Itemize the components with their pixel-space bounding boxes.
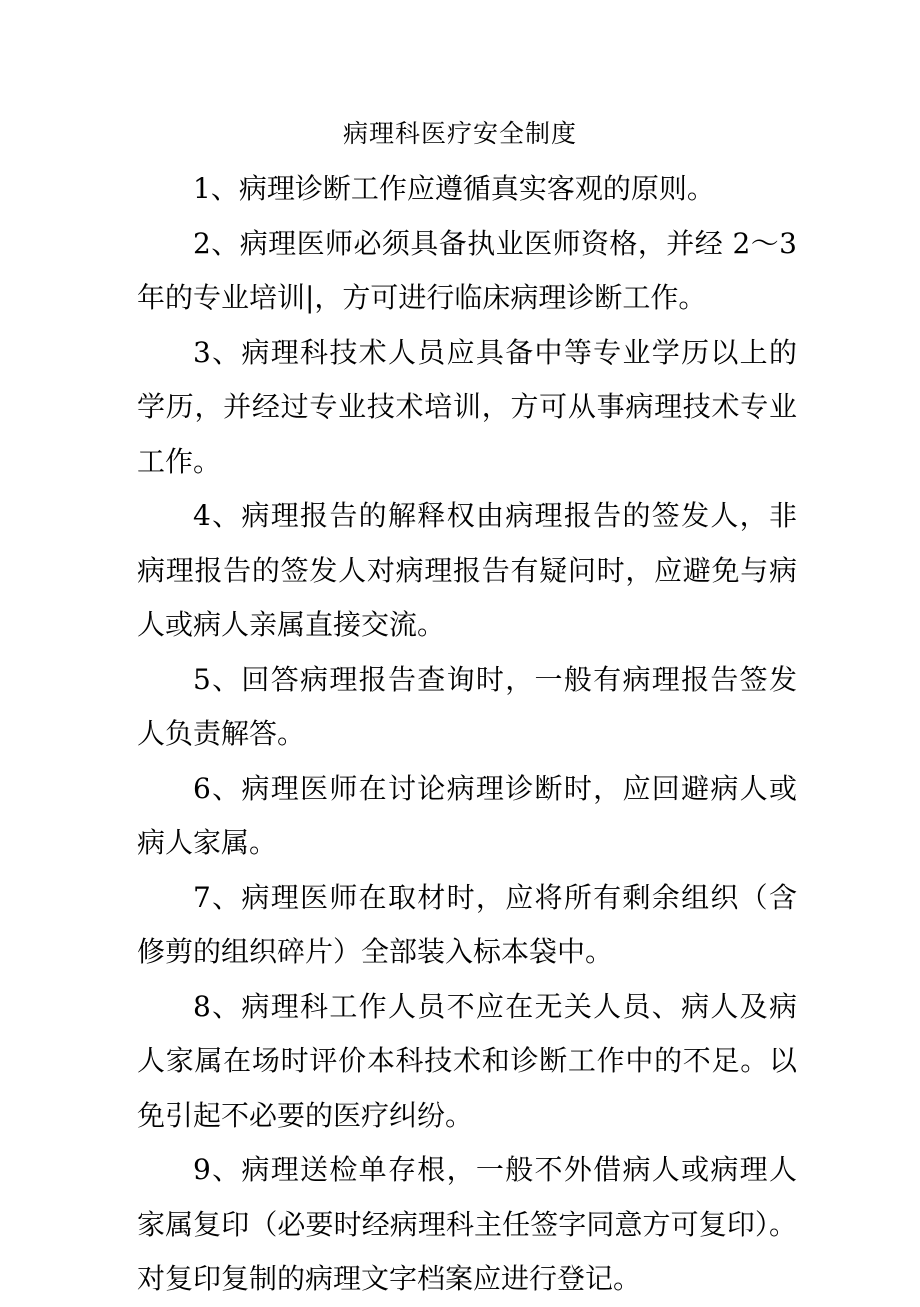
- rule-paragraph-2: 2、病理医师必须具备执业医师资格，并经 2～3 年的专业培训|，方可进行临床病理诊断工作。: [137, 226, 797, 314]
- rule-paragraph-8: 8、病理科工作人员不应在无关人员、病人及病人家属在场时评价本科技术和诊断工作中的不足。以免引起不必要的医疗纠纷。: [137, 989, 797, 1132]
- rule-paragraph-5: 5、回答病理报告查询时，一般有病理报告签发人负责解答。: [137, 662, 797, 750]
- rule-paragraph-6: 6、病理医师在讨论病理诊断时，应回避病人或病人家属。: [137, 771, 797, 859]
- document-title: 病理科医疗安全制度: [342, 119, 577, 148]
- rule-paragraph-3: 3、病理科技术人员应具备中等专业学历以上的学历，并经过专业技术培训，方可从事病理技术专业工作。: [137, 335, 797, 478]
- rule-paragraph-4: 4、病理报告的解释权由病理报告的签发人，非病理报告的签发人对病理报告有疑问时，应避免与病人或病人亲属直接交流。: [137, 499, 797, 641]
- rule-paragraph-1: 1、病理诊断工作应遵循真实客观的原则。: [193, 172, 715, 205]
- rule-paragraph-7: 7、病理医师在取材时，应将所有剩余组织（含修剪的组织碎片）全部装入标本袋中。: [137, 880, 797, 968]
- rule-paragraph-9: 9、病理送检单存根，一般不外借病人或病理人家属复印（必要时经病理科主任签字同意方可复印）。对复印复制的病理文字档案应进行登记。: [137, 1153, 797, 1295]
- document-body: [137, 162, 797, 1307]
